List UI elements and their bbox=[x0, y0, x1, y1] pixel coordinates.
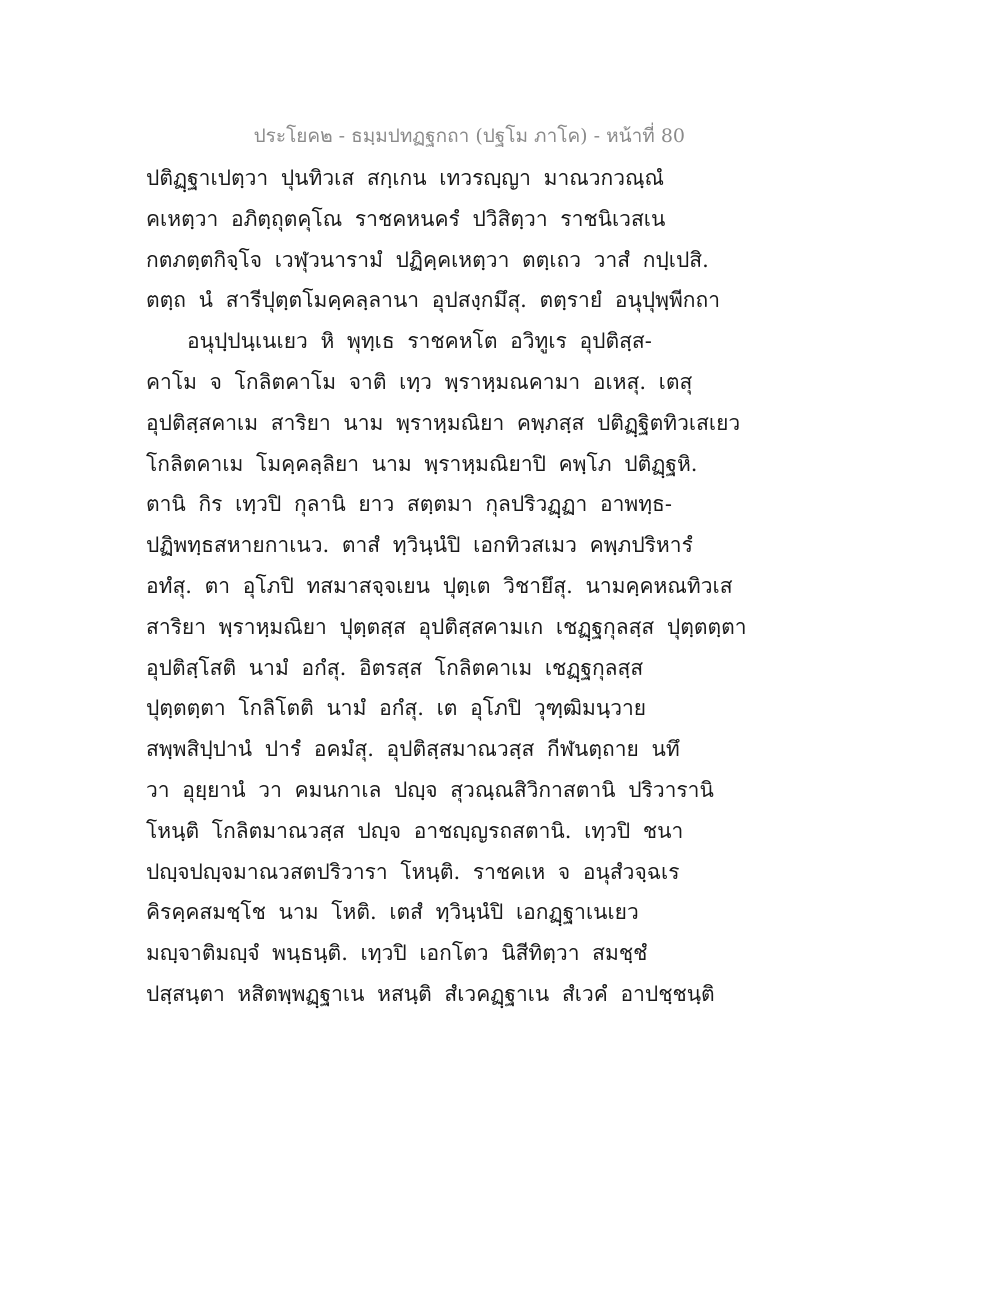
text-line: อทํสุ. ตา อุโภปิ ทสมาสจฺจเยน ปุตฺเต วิชายึสุ. นามคฺคหณทิวเส bbox=[146, 573, 733, 598]
text-line: คาโม จ โกลิตคาโม จาติ เทฺว พฺราหฺมณคามา อเหสุ. เตสุ bbox=[146, 369, 693, 394]
body-text bbox=[146, 158, 746, 1015]
text-line: คเหตฺวา อภิตฺถุตคุโณ ราชคหนครํ ปวิสิตฺวา ราชนิเวสเน bbox=[146, 206, 666, 231]
text-line: อนุปฺปนฺเนเยว หิ พุทฺเธ ราชคหโต อวิทูเร อุปติสฺส- bbox=[187, 329, 652, 354]
text-line: ปุตฺตตฺตา โกลิโตติ นามํ อกํสุ. เต อุโภปิ วุฑฺฒิมนฺวาย bbox=[146, 696, 647, 721]
text-line: ตตฺถ นํ สารีปุตฺตโมคฺคลฺลานา อุปสงฺกมึสุ. ตตฺรายํ อนุปุพฺพีกถา bbox=[146, 288, 721, 313]
text-line: โหนฺติ โกลิตมาณวสฺส ปญฺจ อาชญฺญรถสตานิ. เทฺวปิ ชนา bbox=[146, 818, 684, 843]
text-line: สพฺพสิปฺปานํ ปารํ อคมํสุ. อุปติสฺสมาณวสฺส กีฬนตฺถาย นทึ bbox=[146, 737, 680, 762]
text-line: ปญฺจปญฺจมาณวสตปริวารา โหนฺติ. ราชคเห จ อนุสํวจฺฉเร bbox=[146, 859, 680, 884]
text-line: สาริยา พฺราหฺมณิยา ปุตฺตสฺส อุปติสฺสคามเก เชฏฺฐกุลสฺส ปุตฺตตฺตา bbox=[146, 614, 747, 639]
text-line: อุปติสฺโสติ นามํ อกํสุ. อิตรสฺส โกลิตคาเม เชฏฺฐกุลสฺส bbox=[146, 655, 644, 680]
text-line: อุปติสฺสคาเม สาริยา นาม พฺราหฺมณิยา คพฺภสฺส ปติฏฺฐิตทิวเสเยว bbox=[146, 410, 741, 435]
text-line: มญฺจาติมญฺจํ พนฺธนฺติ. เทฺวปิ เอกโตว นิสีทิตฺวา สมชฺชํ bbox=[146, 941, 648, 966]
text-line: วา อุยฺยานํ วา คมนกาเล ปญฺจ สุวณฺณสิวิกาสตานิ ปริวารานิ bbox=[146, 777, 714, 802]
text-line: กตภตฺตกิจฺโจ เวฬุวนารามํ ปฏิคฺคเหตฺวา ตตฺเถว วาสํ กปฺเปสิ. bbox=[146, 247, 709, 272]
text-line: โกลิตคาเม โมคฺคลฺลิยา นาม พฺราหฺมณิยาปิ คพฺโภ ปติฏฺฐหิ. bbox=[146, 451, 698, 476]
text-line: ตานิ กิร เทฺวปิ กุลานิ ยาว สตฺตมา กุลปริวฏฺฏา อาพทฺธ- bbox=[146, 492, 672, 517]
running-header: ประโยค๒ - ธมฺมปทฏฐกถา (ปฐโม ภาโค) - หน้าที่ 80 bbox=[253, 125, 685, 147]
text-line: คิรคฺคสมชฺโช นาม โหติ. เตสํ ทฺวินฺนํปิ เอกฏฺฐาเนเยว bbox=[146, 900, 639, 925]
text-line: ปติฏฺฐาเปตฺวา ปุนทิวเส สกฺเกน เทวรญฺญา มาณวกวณฺณํ bbox=[146, 166, 665, 190]
text-line: ปฏิพทฺธสหายกาเนว. ตาสํ ทฺวินฺนํปิ เอกทิวสเมว คพฺภปริหารํ bbox=[146, 533, 693, 558]
text-line: ปสฺสนฺตา หสิตพฺพฏฺฐาเน หสนฺติ สํเวคฏฺฐาเน สํเวคํ อาปชฺชนฺติ bbox=[146, 981, 715, 1006]
